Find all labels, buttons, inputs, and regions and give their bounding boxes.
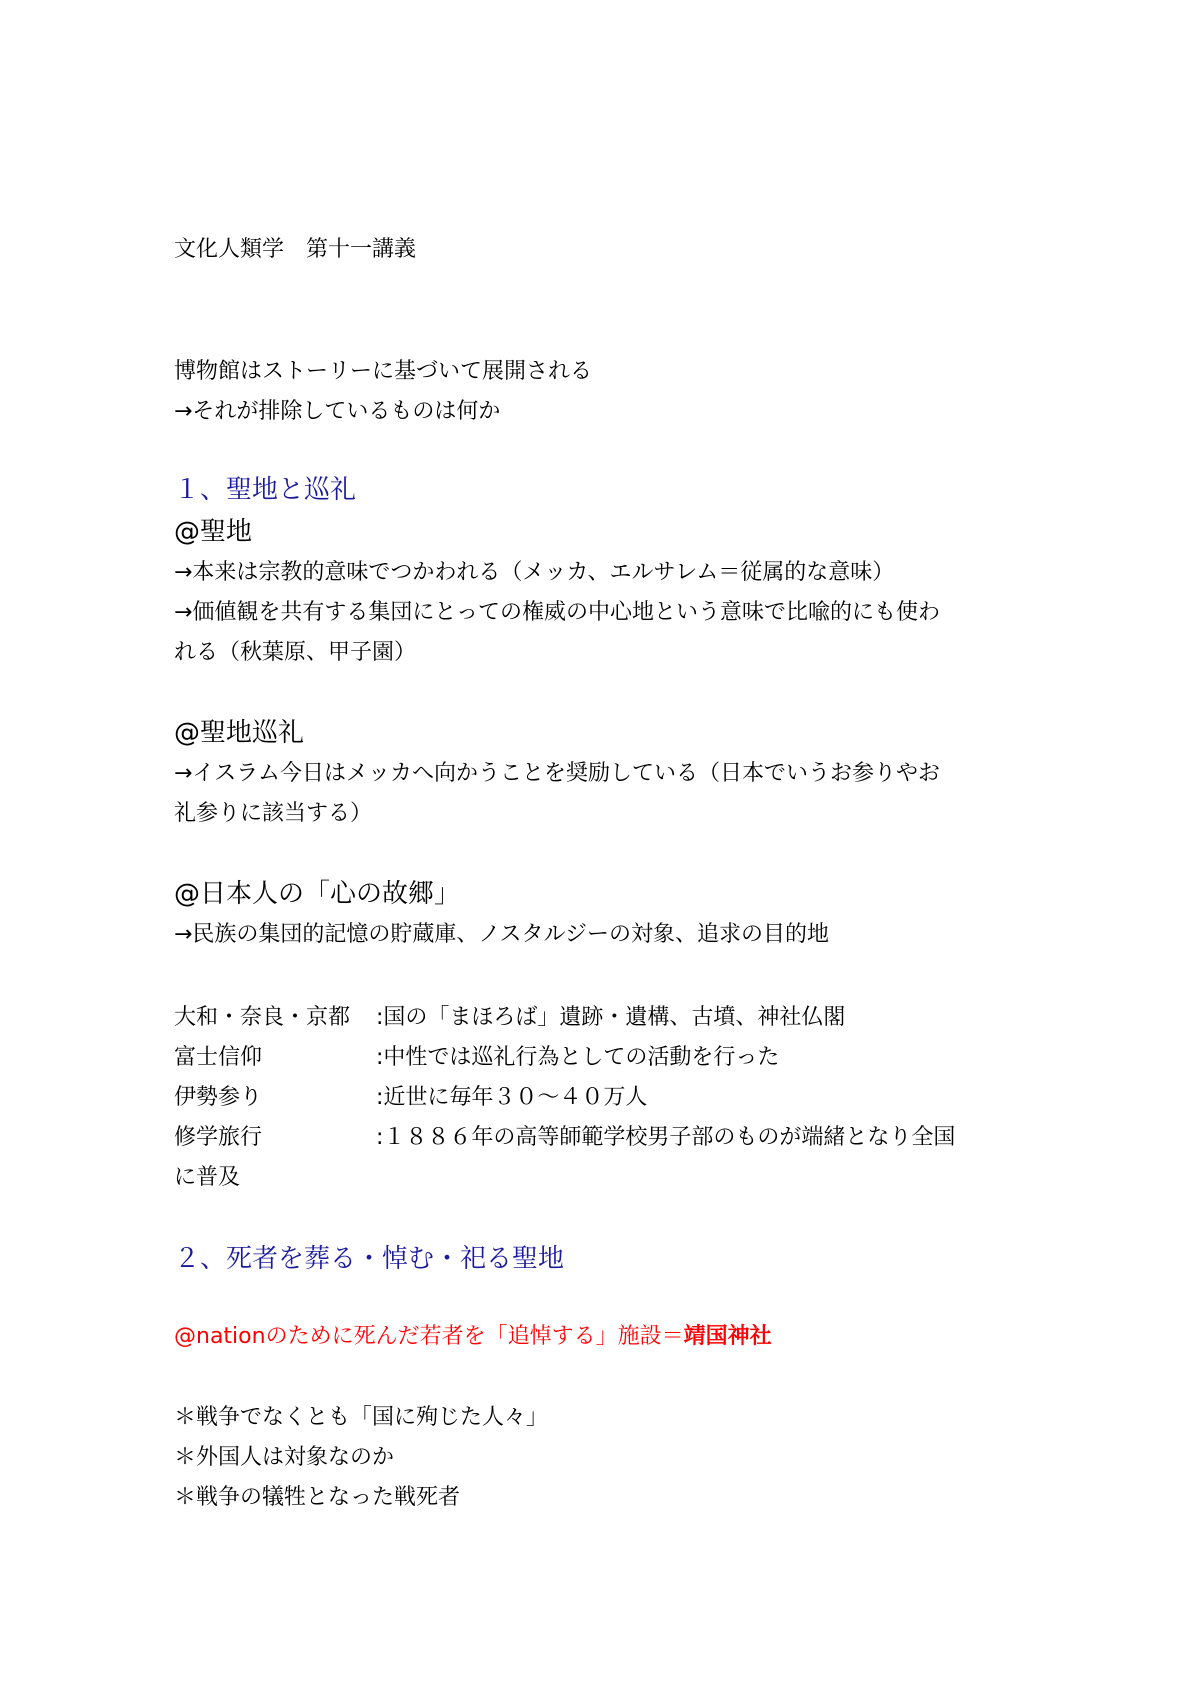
intro-line: →それが排除しているものは何か [174,399,501,424]
table-desc: :中性では巡礼行為としての活動を行った [376,1045,780,1070]
intro-line: 博物館はストーリーに基づいて展開される [174,359,593,384]
table-desc: :国の「まほろば」遺跡・遺構、古墳、神社仏閣 [376,1005,846,1030]
section1-heading: １、聖地と巡礼 [174,475,357,505]
bullet-item: ＊外国人は対象なのか [174,1445,395,1470]
document-title: 文化人類学 第十一講義 [174,237,417,262]
table-term: 富士信仰 [174,1045,263,1070]
bullet-item: ＊戦争でなくとも「国に殉じた人々」 [174,1405,549,1430]
section2-heading: ２、死者を葬る・悼む・祀る聖地 [174,1244,565,1274]
pilgrimage-line: 礼参りに該当する） [174,801,373,826]
table-term: 修学旅行 [174,1125,263,1150]
highlight-text: @nationのために死んだ若者を「追悼する」施設＝ [174,1324,684,1349]
highlight-bold-text: 靖国神社 [683,1324,772,1349]
sacred-line: →本来は宗教的意味でつかわれる（メッカ、エルサレム＝従属的な意味） [174,560,895,585]
table-term: 大和・奈良・京都 [174,1005,351,1030]
pilgrimage-label: @聖地巡礼 [174,718,305,748]
hometown-line: →民族の集団的記憶の貯蔵庫、ノスタルジーの対象、追求の目的地 [174,922,830,947]
bullet-item: ＊戦争の犠牲となった戦死者 [174,1485,461,1510]
table-term: 伊勢参り [174,1085,263,1110]
table-desc: :近世に毎年３０～４０万人 [376,1085,648,1110]
sacred-line: れる（秋葉原、甲子園） [174,640,417,665]
pilgrimage-line: →イスラム今日はメッカへ向かうことを奨励している（日本でいうお参りやお [174,761,940,786]
yasukuni-highlight [174,1322,772,1352]
table-continuation: に普及 [174,1165,241,1190]
table-desc: :１８８６年の高等師範学校男子部のものが端緒となり全国 [376,1125,956,1150]
sacred-line: →価値観を共有する集団にとっての権威の中心地という意味で比喩的にも使わ [174,600,940,625]
sacred-label: @聖地 [174,517,253,547]
hometown-label: @日本人の「心の故郷」 [174,879,461,909]
